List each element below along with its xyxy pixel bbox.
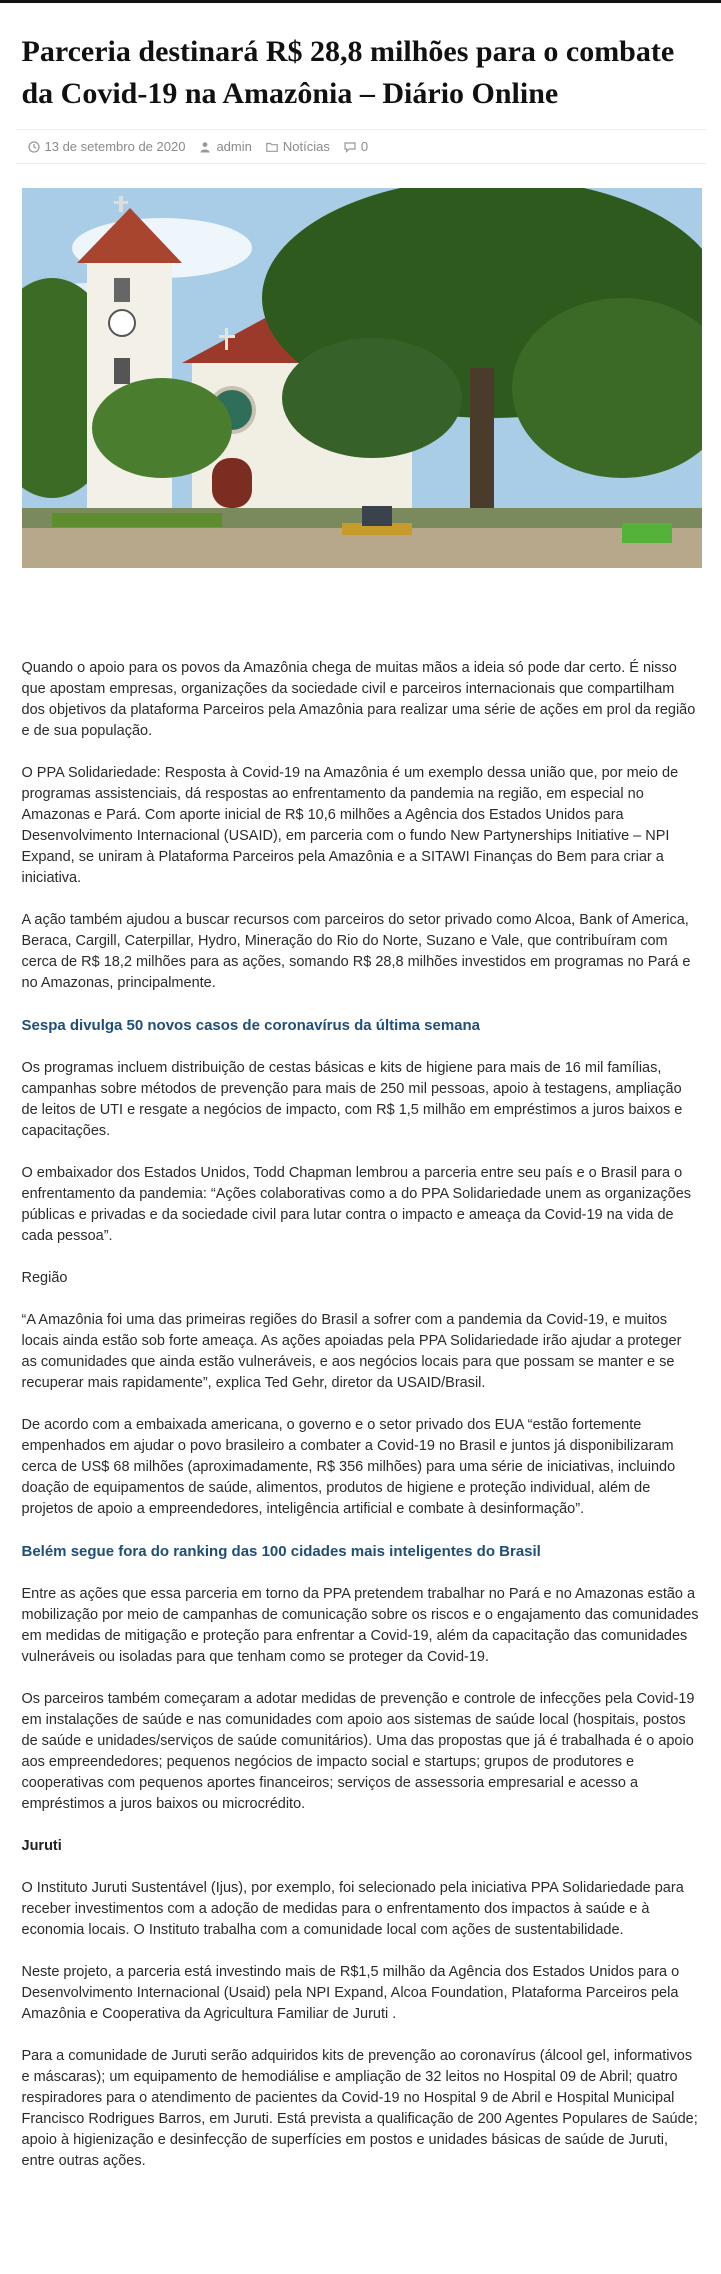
post-date[interactable] (28, 139, 186, 154)
post-author[interactable] (199, 139, 251, 154)
paragraph: O embaixador dos Estados Unidos, Todd Chapman lembrou a parceria entre seu país e o Brasil para o enfrentamento da pandemia: “Ações colaborativas como a do PPA Solidariedade unem as organizações públicas e privadas e da sociedade civil para lutar contra o impacto e ameaça da Covid-19 na vida de cada pessoa”. (21, 1165, 692, 1244)
folder-icon (266, 141, 278, 153)
post-category[interactable] (266, 139, 330, 154)
article-body (16, 658, 706, 2172)
post-date-text: 13 de setembro de 2020 (44, 139, 186, 154)
section-heading: Juruti (21, 1838, 62, 1854)
paragraph: Os parceiros também começaram a adotar medidas de prevenção e controle de infecções pela Covid-19 em instalações de saúde e nas comunidades com apoio aos sistemas de saúde local (hospitais, postos de saúde e unidades/serviços de saúde comunitários). Uma das propostas que já é trabalhada é o apoio aos empreendedores; pequenos negócios de impacto social e startups; grupos de produtores e cooperativas com pequenos aportes financeiros; serviços de assessoria empresarial e acesso a empréstimos a juros baixos ou microcrédito. (21, 1691, 695, 1812)
featured-image (22, 188, 702, 568)
paragraph: Neste projeto, a parceria está investindo mais de R$1,5 milhão da Agência dos Estados Unidos para o Desenvolvimento Internacional (Usaid) pela NPI Expand, Alcoa Foundation, Plataforma Parceiros pela Amazônia e Cooperativa da Agricultura Familiar de Juruti . (21, 1964, 680, 2022)
post-meta (16, 129, 706, 164)
paragraph: Para a comunidade de Juruti serão adquiridos kits de prevenção ao coronavírus (álcool gel, informativos e máscaras); um equipamento de hemodiálise e ampliação de 32 leitos no Hospital 09 de Abril; quatro respiradores para o atendimento de pacientes da Covid-19 no Hospital 9 de Abril e Hospital Municipal Francisco Rodrigues Barros, em Juruti. Está prevista a qualificação de 200 Agentes Populares de Saúde; apoio à higienização e desinfecção de superfícies em postos e unidades básicas de saúde de Juruti, entre outras ações. (21, 2048, 698, 2169)
post-comments-count: 0 (360, 139, 369, 154)
post-comments[interactable] (344, 139, 368, 154)
paragraph: De acordo com a embaixada americana, o governo e o setor privado dos EUA “estão fortemente empenhados em ajudar o povo brasileiro a combater a Covid-19 no Brasil e juntos já disponibilizaram cerca de US$ 68 milhões (aproximadamente, R$ 356 milhões) para uma série de iniciativas, incluindo doação de equipamentos de saúde, alimentos, produtos de higiene e proteção individual, além de projetos de apoio a empreendedores, inteligência artificial e combate à desinformação”. (21, 1417, 676, 1517)
paragraph: Entre as ações que essa parceria em torno da PPA pretendem trabalhar no Pará e no Amazonas estão a mobilização por meio de campanhas de comunicação sobre os riscos e o engajamento das comunidades em medidas de mitigação e proteção para enfrentar a Covid-19, além da capacitação das comunidades vulneráveis ou isoladas para que tenham como se proteger da Covid-19. (21, 1586, 699, 1665)
paragraph: O Instituto Juruti Sustentável (Ijus), por exemplo, foi selecionado pela iniciativa PPA Solidariedade para receber investimentos com a adoção de medidas para o enfrentamento dos impactos à saúde e à economia locais. O Instituto trabalha com a comunidade local com ações de sustentabilidade. (21, 1880, 684, 1938)
paragraph: Região (21, 1270, 68, 1286)
comment-icon (344, 141, 356, 153)
post-author-text: admin (216, 139, 252, 154)
related-link-heading[interactable]: Belém segue fora do ranking das 100 cidades mais inteligentes do Brasil (21, 1543, 541, 1560)
church-square-illustration (22, 188, 702, 568)
paragraph: Os programas incluem distribuição de cestas básicas e kits de higiene para mais de 16 mil famílias, campanhas sobre métodos de prevenção para mais de 250 mil pessoas, apoio à testagens, ampliação de leitos de UTI e resgate a negócios de impacto, com R$ 1,5 milhão em empréstimos a juros baixos e capacitações. (21, 1060, 683, 1139)
paragraph: O PPA Solidariedade: Resposta à Covid-19 na Amazônia é um exemplo dessa união que, por meio de programas assistenciais, dá respostas ao enfrentamento da pandemia na região, em especial no Amazonas e Pará. Com aporte inicial de R$ 10,6 milhões a Agência dos Estados Unidos para Desenvolvimento Internacional (USAID), em parceria com o fundo New Partynerships Initiative – NPI Expand, se uniram à Plataforma Parceiros pela Amazônia e a SITAWI Finanças do Bem para criar a iniciativa. (21, 765, 679, 886)
paragraph: “A Amazônia foi uma das primeiras regiões do Brasil a sofrer com a pandemia da Covid-19, e muitos locais ainda estão sob forte ameaça. As ações apoiadas pela PPA Solidariedade irão ajudar a proteger as comunidades que ainda estão vulneráveis, e aos negócios locais para que possam se manter e se recuperar mais rapidamente”, explica Ted Gehr, diretor da USAID/Brasil. (21, 1312, 682, 1391)
paragraph: A ação também ajudou a buscar recursos com parceiros do setor privado como Alcoa, Bank of America, Beraca, Cargill, Caterpillar, Hydro, Mineração do Rio do Norte, Suzano e Vale, que contribuíram com cerca de R$ 18,2 milhões para as ações, somando R$ 28,8 milhões investidos em programas no Pará e no Amazonas, principalmente. (21, 912, 691, 991)
user-icon (199, 141, 211, 153)
related-link-heading[interactable]: Sespa divulga 50 novos casos de coronavírus da última semana (21, 1017, 481, 1034)
paragraph: Quando o apoio para os povos da Amazônia chega de muitas mãos a ideia só pode dar certo. É nisso que apostam empresas, organizações da sociedade civil e parceiros internacionais que compartilham dos objetivos da plataforma Parceiros pela Amazônia para realizar uma série de ações em prol da região e de sua população. (21, 660, 696, 739)
article-page (16, 3, 706, 2172)
article-title: Parceria destinará R$ 28,8 milhões para o combate da Covid-19 na Amazônia – Diário Online (21, 35, 675, 110)
post-category-text: Notícias (282, 139, 330, 154)
clock-icon (28, 141, 40, 153)
